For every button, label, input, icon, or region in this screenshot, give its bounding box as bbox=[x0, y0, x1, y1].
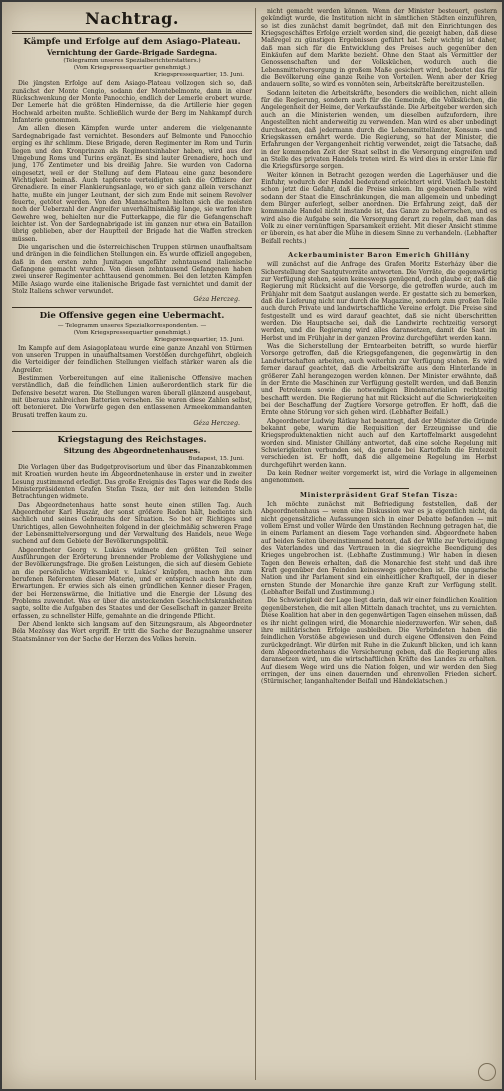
article-reichstag-paragraph: Abgeordneter Georg v. Lukács widmete den größten Teil seiner Ausführungen der Erörterung brennender Probleme der Volkshygiene und der Bevölkerungsfrage. Die großen Leistungen, die sich auf diesem Gebiete an die persönliche Wirksamkeit v. Lukács' knüpfen, machen ihn zum berufenen Referenten dieser Materie, und er entsprach auch heute den Erwartungen. Er erwies sich als einen gründlichen Kenner dieser Fragen, der bei Herzenswärme, die Initiative und die Energie der Lösung des Problems zuwendet. Was er über die ansteckenden Geschlechtskrankheiten sagte, sollte die Aufgaben des Staates und der Gesellschaft in ganzer Breite erfassen, zu schnellster Hilfe, gemahnte an die dringende Pflicht. bbox=[12, 546, 252, 620]
article-divider bbox=[12, 307, 252, 308]
article-reichstag-paragraph: Das Abgeordnetenhaus hatte sonst heute einen stillen Tag. Auch Abgeordneter Karl Huszár, der sonst größere Reden hält, bediente sich sachlich und seines Gebrauchs der Situation. So bot er Richtiges und Unrichtiges, allen Gewohnheiten folgend in der gleichmäßig schweren Frage der Lebensmittelversorgung und der Verwaltung des Handels, neue Wege suchend auf dem Gebiete der Bevölkerungspolitik. bbox=[12, 501, 252, 546]
speech-ghillany-paragraph: Was die Sicherstellung der Erntearbeiten betrifft, so wurde hierfür Vorsorge getroffen, daß die Kriegsgefangenen, die gegenwärtig in den Landwirtschaften arbeiten, auch weiterhin zur Verfügung stehen. Es wird ferner darauf geachtet, daß die Arbeitskräfte aus dem Hinterlande in größerer Zahl herangezogen werden können. Der Minister erwähnte, daß in der Ernte die Maschinen zur Verfügung gestellt werden, und daß Benzin und Petroleum sowie die notwendigen Bindematerialien rechtzeitig beschafft werden. Die Regierung hat mit Rücksicht auf die Schwierigkeiten bei der Beschaffung der Zugtiere Vorsorge getroffen. Er hofft, daß die Ernte ohne Störung vor sich gehen wird. (Lebhafter Beifall.) bbox=[261, 343, 497, 417]
article-asiago-paragraph: Am allen diesen Kämpfen wurde unter anderem die vielgenannte Sardegnabrigade fast vernichtet. Besonders auf Belmonte und Panocchio erging es ihr schlimm. Diese Brigade, deren Regimenter im Rom und Turin liegen und den Kronprinzen als Regimentsinhaber haben, wird aus der Umgebung Roms und Turins ergänzt. Es sind lauter Grenadiere, hoch und jung, 176 Zentimeter und bis dreißig Jahre. Sie wurden von Cadorna eingesetzt, weil er der Stellung auf dem Plateau eine ganz besondere Wichtigkeit beimaß. Auch tapferste verteidigten sich die Offiziere der Grenadiere. In einer Flankierungsanlage, wo er sich ganz allein verschanzt hatte, mußte ein junger Leutnant, der sich zum Ende mit seinem Revolver feuerte, getötet werden. Von den Mannschaften hielten sich die meisten noch der Ueberzahl der Angreifer unverhältnismäßig lange, sie warfen ihre Gewehre weg, behielten nur die Futterkappe, die für die Gefangenschaft leichter ist. Von der Sardegnabrigade ist im ganzen nur etwa ein Bataillon übrig geblieben, aber der Hauptteil der Brigade hat die Waffen strecken müssen. bbox=[12, 125, 252, 243]
article-offensive bbox=[12, 311, 252, 428]
section-rule bbox=[349, 248, 409, 249]
speech-tisza-paragraph: Die Schwierigkeit der Lage liegt darin, daß wir einer feindlichen Koalition gegenüberstehen, die mit allen Mitteln danach trachtet, uns zu vernichten. Diese Koalition hat aber in den gegenwärtigen Tagen einsehen müssen, daß es ihr nicht gelingen wird, die Monarchie niederzuwerfen. Wir sehen, daß ihre militärischen Erfolge ausbleiben. Die Verbündeten haben die feindlichen Vorstöße abgewiesen und durch eigene Offensiven den Feind zurückgedrängt. Wir dürfen mit Ruhe in die Zukunft blicken, und ich kann dem Abgeordnetenhaus die Versicherung geben, daß die Regierung alles daransetzen wird, um die wirtschaftlichen Kräfte des Landes zu erhalten. Auf diesem Wege wird uns die Nation folgen, und wir werden den Sieg erringen, der uns einen dauernden und ehrenvollen Frieden sichert. (Stürmischer, langanhaltender Beifall und Händeklatschen.) bbox=[261, 597, 497, 686]
speech-tisza-paragraph: Ich möchte zunächst mit Befriedigung feststellen, daß der Abgeordnetenhaus — wenn eine Diskussion war es ja eigentlich nicht, da nicht gegensätzliche Aufassungen sich in einer Debatte befanden — mit vollem Ernst und voller Würde den Umständen Rechnung getragen hat, die in einem Parlament an diesem Tage vorhanden sind. Abgeordnete haben auf beiden Seiten übereinstimmend betont, daß der Wille zur Verteidigung des Vaterlandes und das Vertrauen in die siegreiche Beendigung des Krieges ungebrochen ist. (Lebhafte Zustimmung.) Wir haben in diesen Tagen den Beweis erhalten, daß die Monarchie fest steht und daß ihre Kraft gegenüber den Feinden keineswegs gebrochen ist. Die ungarische Nation und ihr Parlament sind ein einheitlicher Kraftquell, der in dieser ernsten Stunde der Monarchie ihre ganze Kraft zur Verfügung stellt. (Lebhafter Beifall und Zustimmung.) bbox=[261, 501, 497, 597]
article-offensive-signature: Géza Herczeg. bbox=[193, 420, 240, 428]
article-reichstag-subheadline: Sitzung des Abgeordnetenhauses. bbox=[63, 445, 201, 455]
speech-ratkay-paragraph: Abgeordneter Ludwig Rátkay hat beantragt, daß der Minister die Gründe bekannt gebe, warum die Requisition der Erzeugnisse und die Kriegsproduktenaktien nicht auch auf den Kartoffelmarkt ausgedehnt worden sind. Minister Ghillány antwortet, daß eine solche Regelung mit Schwierigkeiten verbunden sei, da gerade bei Kartoffeln die Erntezeit verschieden ist. Er hofft, daß die allgemeine Regelung im Herbst durchgeführt werden kann. bbox=[261, 417, 497, 469]
right-column bbox=[261, 8, 497, 1080]
speech-ratkay-paragraph: Da kein Redner weiter vorgemerkt ist, wird die Vorlage in allgemeinen angenommen. bbox=[261, 469, 497, 485]
article-offensive-credit: — Telegramm unseres Spezialkorrespondenten. — bbox=[57, 322, 207, 329]
article-asiago bbox=[12, 37, 252, 304]
article-offensive-dateline: Kriegspressequartier, 15. Juni. bbox=[153, 336, 244, 343]
right-paragraph: Sodann leiteten die Arbeitskräfte, besonders die weiblichen, nicht allein für die Regierung, sondern auch für die Gemeinde, die Volksküchen, die Angelegenheit der Heime, der Verkaufsstände. Die Arbeitgeber werden sich auch an die Ministerien wenden, um dieselben aufzufordern, ihre Angestellten nicht anderweitig zu verwenden. Man wird es aber unbedingt durchsetzen, daß jedermann durch die Lebensmittelämter, Konsum- und Kriegskassen ernährt werde. Die Regierung, so hat der Minister, die Erfahrungen der Vergangenheit richtig verwendet, zeigt die Tatsache, daß in der kommenden Zeit der Staat selbst in die Versorgung eingreifen und an Stelle des privaten Handels treten wird. Es wird dies in erster Linie für die Kriegsfürsorge sorgen. bbox=[261, 89, 497, 171]
article-asiago-paragraph: Die ungarischen und die österreichischen Truppen stürmen unaufhaltsam und drängen in die feindlichen Stellungen ein. Es wurde offiziell angegeben, daß in den ersten zehn Junitagen ungefähr zehntausend italienische Gefangene gemacht wurden. Von diesen zehntausend Gefangenen haben zwei unserer Regimenter achttausend genommen. Bei den letzten Kämpfen Mille Asiago wurde eine italienische Brigade fast vernichtet und damit der Stolz Italiens schwer verwundet. bbox=[12, 243, 252, 296]
article-reichstag-paragraph: Die Vorlagen über das Budgetprovisorium und über das Finanzabkommen mit Kroatien wurden heute im Abgeordnetenhause in erster und in zweiter Lesung zustimmend erledigt. Das große Ereignis des Tages war die Rede des Ministerpräsidenten Grafen Stefan Tisza, der mit den leitenden Stelle Betrachtungen widmete. bbox=[12, 463, 252, 501]
right-paragraph: nicht gemacht werden können. Wenn der Minister besteuert, gestern gekündigt wurde, die Institution nicht in sämtlichen Städten einzuführen, so ist dies zunächst damit begründet, daß mit den Einrichtungen des Kriegsgeschäftes Erfolge erzielt worden sind, die gezeigt haben, daß diese Maßregel zu günstigen Ergebnissen geführt hat. Sehr wichtig ist daher, daß man sich für die Entwicklung des Preises auch gegenüber den Einkäufen auf dem Markte bezieht. Ohne den Staat als Vermittler der Genossenschaften und der Volksküchen, wodurch auch die Lebensmittelversorgung in großem Maße gesichert wird, bedeutet das für die Bevölkerung eine ganze Reihe von Vorteilen. Wenn aber der Krieg andauern sollte, so wird es vonnöten sein, Arbeitskräfte bereitzustellen. bbox=[261, 8, 497, 89]
article-asiago-dateline: Kriegspressequartier, 15. Juni. bbox=[153, 72, 244, 79]
archive-stamp-mark bbox=[478, 1063, 496, 1081]
article-asiago-paragraph: Die jüngsten Erfolge auf dem Asiago-Plateau vollzogen sich so, daß zunächst der Monte Cengio, sodann der Montebelmonte, dann in einer Rückschwenkung der Monte Panocchio, endlich der Lemerle erobert wurde. Der Lemerle hat die größten Hindernisse, da die Artillerie hier gegen Hochwald arbeiten mußte. Schließlich wurde der Berg im Nahkampf durch Infanterie genommen. bbox=[12, 80, 252, 125]
article-reichstag-dateline: Budapest, 15. Juni. bbox=[188, 455, 244, 462]
newspaper-clipping bbox=[2, 2, 502, 1089]
article-asiago-signature: Géza Herczeg. bbox=[193, 296, 240, 304]
masthead: Nachtrag. bbox=[85, 9, 179, 28]
right-paragraph: Weiter können in Betracht gezogen werden die Lagerhäuser und die Einfuhr, wodurch der Handel bedeutend erleichtert wird. Vielfach besteht schon jetzt die Gefahr, daß die Preise sinken. Im gegebenen Falle wird sodann der Staat die Einschränkungen, die man allgemein und unbedingt dem Bürger auferlegt, selber anordnen. Die Erfahrung zeigt, daß der kommunale Handel nicht imstande ist, das Ganze zu beherrschen, und es wird also die Aufgabe sein, die Versorgung derart zu regeln, daß man das Volk zu einer vernünftigen Sparsamkeit erzieht. Mit dieser Ansicht stimme er überein, es hat aber die Mühe in diesem Sinne zu verhandeln. (Lebhafter Beifall rechts.) bbox=[261, 171, 497, 245]
article-offensive-headline: Die Offensive gegen eine Uebermacht. bbox=[39, 310, 225, 321]
article-offensive-approval: (Vom Kriegspressequartier genehmigt.) bbox=[73, 329, 191, 336]
article-asiago-approval: (Vom Kriegspressequartier genehmigt.) bbox=[73, 65, 191, 72]
speech-ghillany-paragraph: will zunächst auf die Anfrage des Grafen Moritz Esterházy über die Sicherstellung der Saatgutvorräte antworten. Die Vorräte, die gegenwärtig zur Verfügung stehen, seien keineswegs genügend, doch glaube er, daß die Regierung mit Rücksicht auf die Vorsorge, die getroffen wurde, auch im Frühjahr mit dem Saatgut auslangen werde. Er gestatte sich zu bemerken, daß die Lieferung nicht nur durch die Magazine, sondern zum großen Teile auch durch Private und landwirtschaftliche Vereine erfolgt. Die Preise sind festgestellt und es wird darauf geachtet, daß sie nicht überschritten werden. Die Hauptsache sei, daß die Landwirte rechtzeitig versorgt werden, und die Regierung wird alles daransetzen, damit die Saat im Herbst und im Frühjahr in der ganzen Provinz durchgeführt werden kann. bbox=[261, 261, 497, 342]
article-offensive-paragraph: Im Kampfe auf dem Asiagoplateau wurde eine ganze Anzahl von Stürmen von unseren Truppen in unaufhaltsamen Vorstößen durchgeführt, obgleich die Verteidiger der feindlichen Stellungen vielfach stärker waren als die Angreifer. bbox=[12, 344, 252, 374]
speech-tisza-heading: Ministerpräsident Graf Stefan Tisza: bbox=[299, 491, 459, 499]
masthead-rule bbox=[12, 31, 252, 34]
article-reichstag-headline: Kriegstagung des Reichstages. bbox=[57, 434, 207, 445]
column-divider bbox=[255, 8, 256, 1080]
article-asiago-credit: (Telegramm unseres Spezialberichterstatters.) bbox=[63, 58, 201, 65]
speech-ghillany-heading: Ackerbauminister Baron Emerich Ghillány bbox=[288, 252, 470, 259]
article-divider bbox=[12, 431, 252, 432]
article-reichstag-paragraph: Der Abend lenkte sich langsam auf den Sitzungsraum, als Abgeordneter Béla Mezössy das Wort ergriff. Er tritt die Sache der Bezugnahme unserer Staatsmänner von der Sache der Herzen des Volkes herein. bbox=[12, 621, 252, 643]
article-asiago-subheadline: Vernichtung der Garde-Brigade Sardegna. bbox=[46, 48, 218, 57]
left-column bbox=[12, 8, 252, 1080]
article-asiago-headline: Kämpfe und Erfolge auf dem Asiago-Plateau. bbox=[23, 37, 241, 47]
section-rule bbox=[349, 488, 409, 489]
article-reichstag bbox=[12, 435, 252, 644]
article-offensive-paragraph: Bestimmen Vorbereitungen auf eine italienische Offensive machen verständlich, daß die feindlichen Linien außerordentlich stark für die Defensive besetzt waren. Die Stellungen waren überall glänzend ausgebaut, mit überaus zahlreichen Batterien versehen. Sie waren diese Zahlen selbst, oft betonieret. Die Vorwürfe gegen den entlassenen Armeekommandanten Brusati treffen kaum zu. bbox=[12, 375, 252, 419]
